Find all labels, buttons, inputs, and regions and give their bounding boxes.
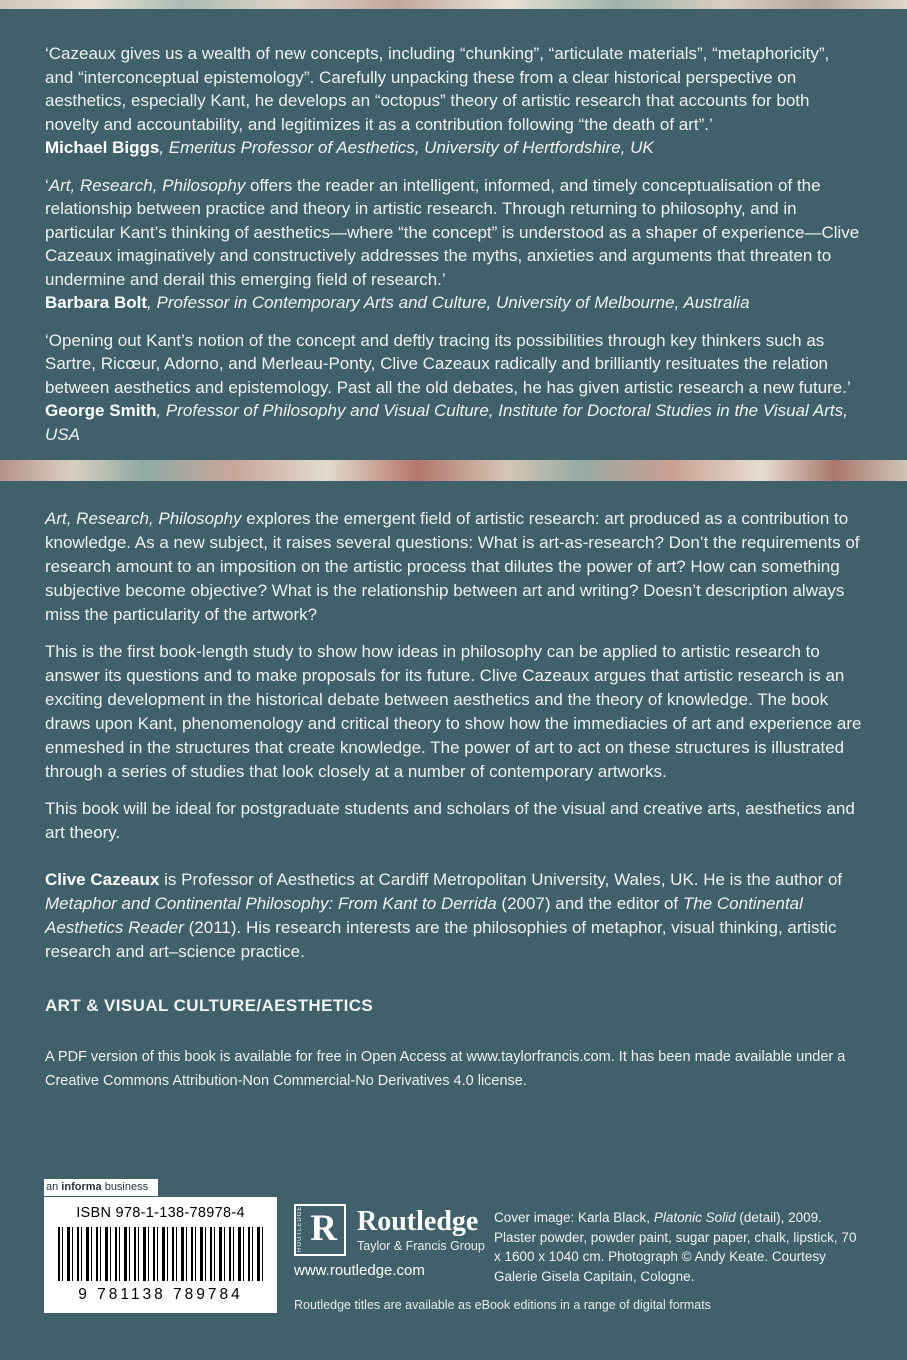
- book-title-italic: Art, Research, Philosophy: [45, 509, 242, 528]
- description-section: [0, 481, 907, 1093]
- reviewer-affiliation: , Emeritus Professor of Aesthetics, University of Hertfordshire, UK: [159, 138, 654, 157]
- quote-body: ‘Opening out Kant’s notion of the concept and deftly tracing its possibilities through key thinkers such as Sartre, Ricœur, Adorno, and Merleau-Ponty, Clive Cazeaux radically and brilliantly resituates the relation between aesthetics and epistemology. Past all the old debates, he has given artistic research a new future.’: [45, 330, 851, 397]
- credit-text: (detail), 2009. Plaster powder, powder paint, sugar paper, chalk, lipstick, 70 x 1600 x 1040 cm. Photograph © Andy Keate. Courtesy Galerie Gisela Capitain, Cologne.: [494, 1210, 857, 1284]
- informa-pre: an: [46, 1181, 62, 1193]
- review-attribution-1: [45, 136, 862, 160]
- description-paragraph-1: [45, 507, 862, 627]
- publisher-url: www.routledge.com: [294, 1262, 425, 1279]
- author-name: Clive Cazeaux: [45, 870, 160, 889]
- open-access-note: A PDF version of this book is available for free in Open Access at www.taylorfrancis.com. It has been made available under a Creative Commons Attribution-Non Commercial-No Derivatives 4.0 license.: [45, 1049, 846, 1089]
- bio-book-title-1: Metaphor and Continental Philosophy: From Kant to Derrida: [45, 894, 497, 913]
- credit-text: Cover image: Karla Black,: [494, 1210, 654, 1225]
- bio-text: (2007) and the editor of: [496, 894, 683, 913]
- bio-text: (2011). His research interests are the philosophies of metaphor, visual thinking, artistic research and art–science practice.: [45, 918, 837, 961]
- informa-wordmark: informa: [61, 1181, 102, 1193]
- paragraph-text: explores the emergent field of artistic research: art produced as a contribution to knowledge. As a new subject, it raises several questions: What is art-as-research? Don’t the requirements of research amount to an imposition on the artistic process that dilutes the power of art? How can something subjective become objective? What is the relationship between art and writing? Doesn’t description always miss the particularity of the artwork?: [45, 509, 860, 624]
- quote-pre: ‘: [45, 175, 49, 195]
- reviewer-name: Barbara Bolt: [45, 293, 148, 312]
- publisher-group: Taylor & Francis Group: [357, 1238, 485, 1253]
- barcode: [58, 1227, 263, 1281]
- cover-image-credit: [494, 1208, 866, 1286]
- marble-strip-top: [0, 0, 907, 9]
- routledge-logo-letter: R: [310, 1208, 337, 1249]
- reviewer-affiliation: , Professor in Contemporary Arts and Culture, University of Melbourne, Australia: [147, 293, 750, 312]
- quote-book-title: Art, Research, Philosophy: [48, 175, 246, 195]
- routledge-logo-vertical-text: ROUTLEDGE: [297, 1205, 303, 1252]
- routledge-logo: [294, 1204, 346, 1256]
- quote-body: offers the reader an intelligent, informed, and timely conceptualisation of the relationship between practice and theory in artistic research. Through returning to philosophy, and in particular Kant’s thinking of aesthetics—where “the concept” is understood as a shaper of experience—Clive Cazeaux imaginatively and constructively addresses the myths, anxieties and arguments that threaten to undermine and derail this emerging field of research.’: [45, 175, 860, 289]
- bio-text: is Professor of Aesthetics at Cardiff Metropolitan University, Wales, UK. He is the author of: [159, 870, 843, 889]
- reviewer-name: Michael Biggs: [45, 138, 160, 157]
- informa-business-label: [44, 1179, 158, 1196]
- review-attribution-3: [45, 399, 862, 446]
- isbn-box: [44, 1197, 277, 1313]
- category-heading: ART & VISUAL CULTURE/AESTHETICS: [45, 996, 374, 1015]
- review-quote-1: [45, 42, 862, 136]
- review-quote-2: [45, 174, 862, 292]
- author-bio: [45, 868, 862, 964]
- review-quote-3: [45, 329, 862, 400]
- quote-body: ‘Cazeaux gives us a wealth of new concepts, including “chunking”, “articulate materials”, “metaphoricity”, and “interconceptual epistemology”. Carefully unpacking these from a clear historical perspective on aesthetics, especially Kant, he develops an “octopus” theory of artistic research that accounts for both novelty and accountability, and legitimizes it as a contribution following “the death of art”.’: [45, 44, 830, 134]
- ebook-availability-note: Routledge titles are available as eBook editions in a range of digital formats: [294, 1298, 711, 1312]
- publisher-name: Routledge: [357, 1206, 479, 1238]
- isbn-label: ISBN 978-1-138-78978-4: [76, 1205, 245, 1221]
- informa-post: business: [101, 1181, 149, 1193]
- publisher-text: [357, 1207, 485, 1252]
- reviewer-affiliation: , Professor of Philosophy and Visual Culture, Institute for Doctoral Studies in the Visual Arts, USA: [45, 401, 848, 444]
- review-attribution-2: [45, 291, 862, 315]
- description-paragraph-2: This is the first book-length study to show how ideas in philosophy can be applied to artistic research to answer its questions and to make proposals for its future. Clive Cazeaux argues that artistic research is an exciting development in the historical debate between aesthetics and the theory of knowledge. The book draws upon Kant, phenomenology and critical theory to show how the immediacies of art and experience are enmeshed in the structures that create knowledge. The power of art to act on these structures is illustrated through a series of studies that look closely at a number of contemporary artworks.: [45, 642, 862, 781]
- credit-artwork-title: Platonic Solid: [653, 1210, 736, 1225]
- publisher-block: [294, 1204, 485, 1256]
- description-paragraph-3: This book will be ideal for postgraduate students and scholars of the visual and creative arts, aesthetics and art theory.: [45, 799, 855, 842]
- bio-book-title-2: The Continental Aesthetics Reader: [45, 894, 803, 937]
- reviews-section: [0, 9, 907, 446]
- isbn-digits: 9 781138 789784: [78, 1286, 243, 1303]
- reviewer-name: George Smith: [45, 401, 157, 420]
- marble-strip-divider: [0, 460, 907, 481]
